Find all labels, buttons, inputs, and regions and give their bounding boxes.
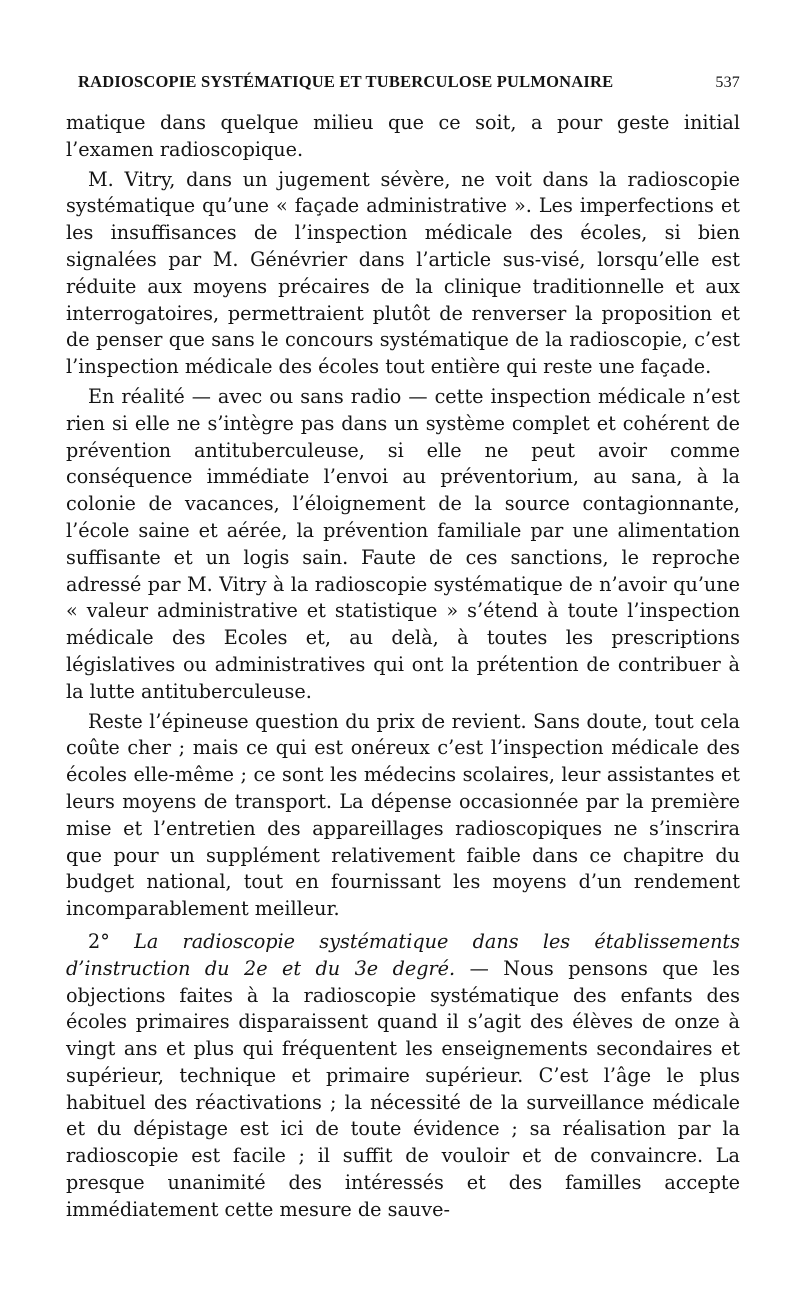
section-paragraph	[66, 929, 740, 1224]
paragraph-vitry-judgement: M. Vitry, dans un jugement sévère, ne voit dans la radioscopie systématique qu’une « façade administrative ». Les imperfections et les insuffisances de l’inspection médicale des écoles, si bien signalées par M. Génévrier dans l’article sus-visé, lorsqu’elle est réduite aux moyens précaires de la clinique traditionnelle et aux interrogatoires, permettraient plutôt de renverser la proposition et de penser que sans le concours systématique de la radioscopie, c’est l’inspection médicale des écoles tout entière qui reste une façade.	[66, 167, 740, 379]
paragraph-prix-de-revient: Reste l’épineuse question du prix de revient. Sans doute, tout cela coûte cher ; mais ce qui est onéreux c’est l’inspection médicale des écoles elle-même ; ce sont les médecins scolaires, leur assistantes et leurs moyens de transport. La dépense occasionnée par la première mise et l’entretien des appareillages radioscopiques ne s’inscrira que pour un supplément relativement faible dans ce chapitre du budget national, tout en fournissant les moyens d’un rendement incomparablement meilleur.	[66, 709, 740, 921]
section-number: 2°	[88, 929, 110, 953]
running-header	[78, 72, 740, 92]
body-text	[66, 110, 740, 1224]
paragraph-continuation: matique dans quelque milieu que ce soit, a pour geste initial l’examen radioscopique.	[66, 111, 740, 161]
section-heading: La radioscopie systématique dans les établissements d’instruction du 2e et du 3e degré.	[66, 929, 740, 980]
running-title: RADIOSCOPIE SYSTÉMATIQUE ET TUBERCULOSE PULMONAIRE	[78, 72, 614, 91]
page-number: 537	[715, 74, 740, 91]
paragraph-en-realite: En réalité — avec ou sans radio — cette inspection médicale n’est rien si elle ne s’intègre pas dans un système complet et cohérent de prévention antituberculeuse, si elle ne peut avoir comme conséquence immédiate l’envoi au préventorium, au sana, à la colonie de vacances, l’éloignement de la source contagionnante, l’école saine et aérée, la prévention familiale par une alimentation suffisante et un logis sain. Faute de ces sanctions, le reproche adressé par M. Vitry à la radioscopie systématique de n’avoir qu’une « valeur administrative et statistique » s’étend à toute l’inspection médicale des Ecoles et, au delà, à toutes les prescriptions législatives ou administratives qui ont la prétention de contribuer à la lutte antituberculeuse.	[66, 384, 740, 703]
section-text: — Nous pensons que les objections faites à la radioscopie systématique des enfants des écoles primaires disparaissent quand il s’agit des élèves de onze à vingt ans et plus qui fréquentent les enseignements secondaires et supérieur, technique et primaire supérieur. C’est l’âge le plus habituel des réactivations ; la nécessité de la surveillance médicale et du dépistage est ici de toute évidence ; sa réalisation par la radioscopie est facile ; il suffit de vouloir et de convaincre. La presque unanimité des intéressés et des familles accepte immédiatement cette mesure de sauve-	[66, 956, 740, 1221]
